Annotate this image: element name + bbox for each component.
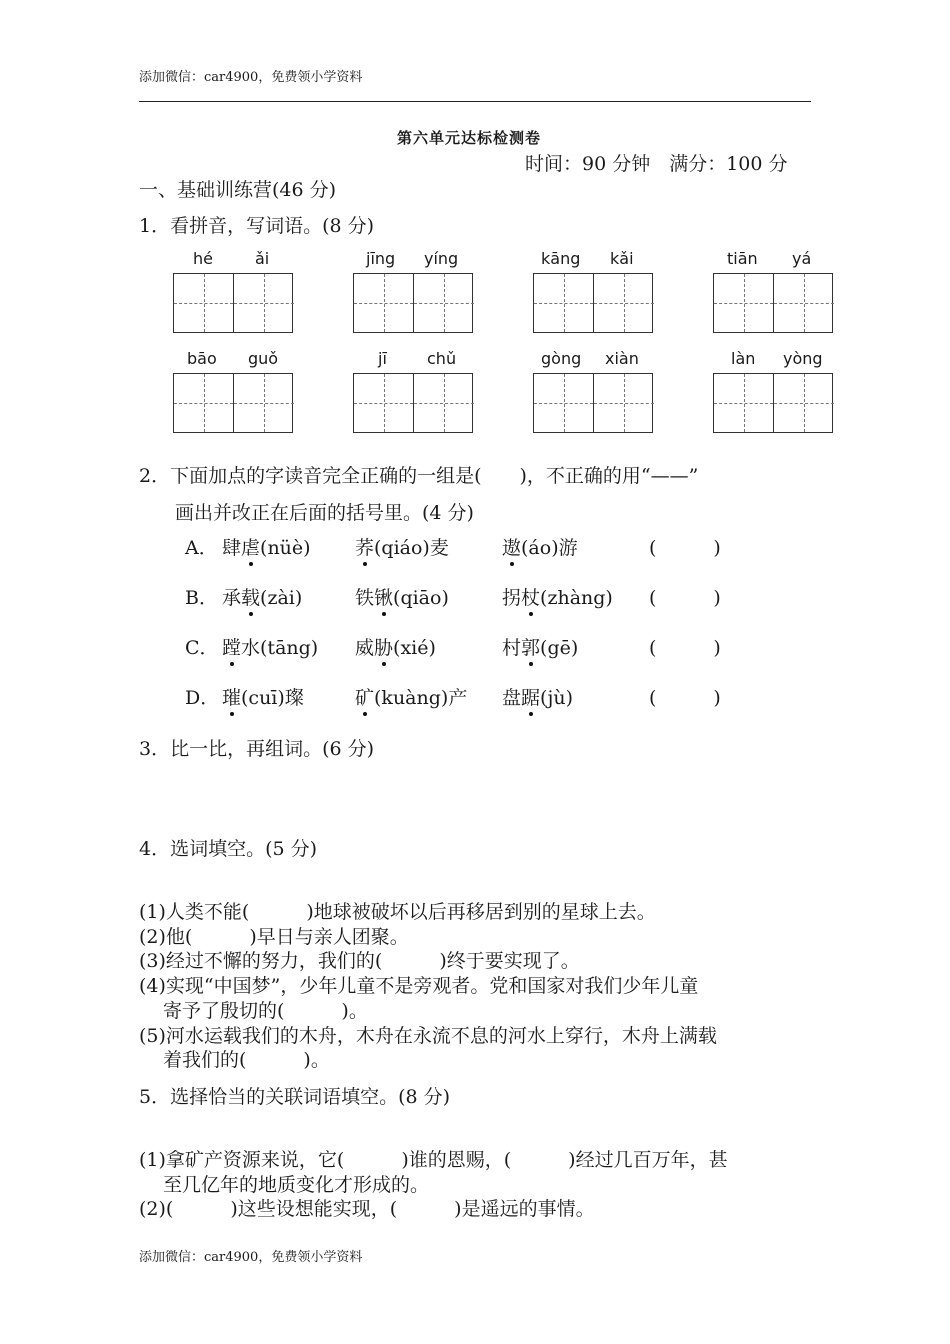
pinyin: ǎi	[255, 249, 270, 268]
option-b	[185, 583, 218, 610]
question-5-stem: 5．选择恰当的关联词语填空。(8 分)	[139, 1086, 451, 1108]
question-4-item: (4)实现“中国梦”，少年儿童不是旁观者。党和国家对我们少年儿童	[139, 975, 699, 997]
question-4-item: (1)人类不能( )地球被破坏以后再移居到别的星球上去。	[139, 901, 656, 923]
answer-paren[interactable]: ( )	[649, 687, 721, 709]
pinyin: kǎi	[610, 249, 634, 268]
writing-grid[interactable]	[533, 373, 653, 433]
pinyin: bāo	[187, 349, 217, 368]
question-5-item-cont: 至几亿年的地质变化才形成的。	[163, 1174, 430, 1196]
question-4-item-cont: 着我们的( )。	[163, 1049, 330, 1071]
question-1-stem: 1．看拼音，写词语。(8 分)	[139, 215, 375, 237]
option-a	[185, 533, 218, 560]
writing-grid[interactable]	[713, 273, 833, 333]
question-4-item-cont: 寄予了殷切的( )。	[163, 1000, 368, 1022]
pinyin: yòng	[783, 349, 823, 368]
writing-grid[interactable]	[353, 373, 473, 433]
question-4-item: (2)他( )早日与亲人团聚。	[139, 926, 409, 948]
pinyin: hé	[193, 249, 213, 268]
pinyin: làn	[731, 349, 756, 368]
question-3-stem: 3．比一比，再组词。(6 分)	[139, 738, 375, 760]
question-2-stem-cont: 画出并改正在后面的括号里。(4 分)	[175, 502, 474, 524]
pinyin: gòng	[541, 349, 582, 368]
option-label: C．	[185, 637, 219, 659]
question-5-item: (2)( )这些设想能实现，( )是遥远的事情。	[139, 1198, 595, 1220]
option-word: 蹚水(tāng)	[222, 633, 318, 660]
pinyin: kāng	[541, 249, 581, 268]
option-word: 威胁(xié)	[355, 633, 436, 660]
pinyin: xiàn	[605, 349, 639, 368]
answer-paren[interactable]: ( )	[649, 537, 721, 559]
answer-paren[interactable]: ( )	[649, 637, 721, 659]
pinyin: guǒ	[248, 349, 279, 368]
pinyin: tiān	[727, 249, 758, 268]
pinyin: chǔ	[427, 349, 457, 368]
option-word: 肆虐(nüè)	[222, 533, 311, 560]
header-rule	[139, 101, 811, 102]
option-label: D．	[185, 687, 220, 709]
header-note: 添加微信：car4900，免费领小学资料	[139, 70, 363, 85]
writing-grid[interactable]	[173, 273, 293, 333]
answer-paren[interactable]: ( )	[649, 587, 721, 609]
section-heading: 一、基础训练营(46 分)	[139, 179, 337, 201]
option-label: B．	[185, 587, 218, 609]
option-word: 璀(cuī)璨	[222, 683, 304, 710]
pinyin: jīng	[366, 249, 396, 268]
option-word: 遨(áo)游	[502, 533, 578, 560]
option-word: 盘踞(jù)	[502, 683, 573, 710]
question-2-stem: 2．下面加点的字读音完全正确的一组是( )，不正确的用“——”	[139, 465, 699, 487]
option-word: 拐杖(zhàng)	[502, 583, 613, 610]
writing-grid[interactable]	[713, 373, 833, 433]
option-word: 村郭(gē)	[502, 633, 578, 660]
pinyin: yá	[792, 249, 812, 268]
question-5-item: (1)拿矿产资源来说，它( )谁的恩赐，( )经过几百万年，甚	[139, 1149, 728, 1171]
question-4-stem: 4．选词填空。(5 分)	[139, 838, 318, 860]
option-word: 荞(qiáo)麦	[355, 533, 449, 560]
pinyin: jī	[378, 349, 387, 368]
page-title: 第六单元达标检测卷	[397, 129, 542, 147]
pinyin: yíng	[424, 249, 459, 268]
option-word: 矿(kuàng)产	[355, 683, 467, 710]
footer-note: 添加微信：car4900，免费领小学资料	[139, 1250, 363, 1265]
time-and-score: 时间：90 分钟 满分：100 分	[525, 153, 788, 175]
option-word: 铁锹(qiāo)	[355, 583, 449, 610]
writing-grid[interactable]	[173, 373, 293, 433]
writing-grid[interactable]	[353, 273, 473, 333]
writing-grid[interactable]	[533, 273, 653, 333]
option-d	[185, 683, 219, 710]
option-c	[185, 633, 219, 660]
option-word: 承载(zài)	[222, 583, 302, 610]
question-4-item: (3)经过不懈的努力，我们的( )终于要实现了。	[139, 950, 580, 972]
question-4-item: (5)河水运载我们的木舟，木舟在永流不息的河水上穿行，木舟上满载	[139, 1025, 717, 1047]
option-label: A．	[185, 537, 218, 559]
